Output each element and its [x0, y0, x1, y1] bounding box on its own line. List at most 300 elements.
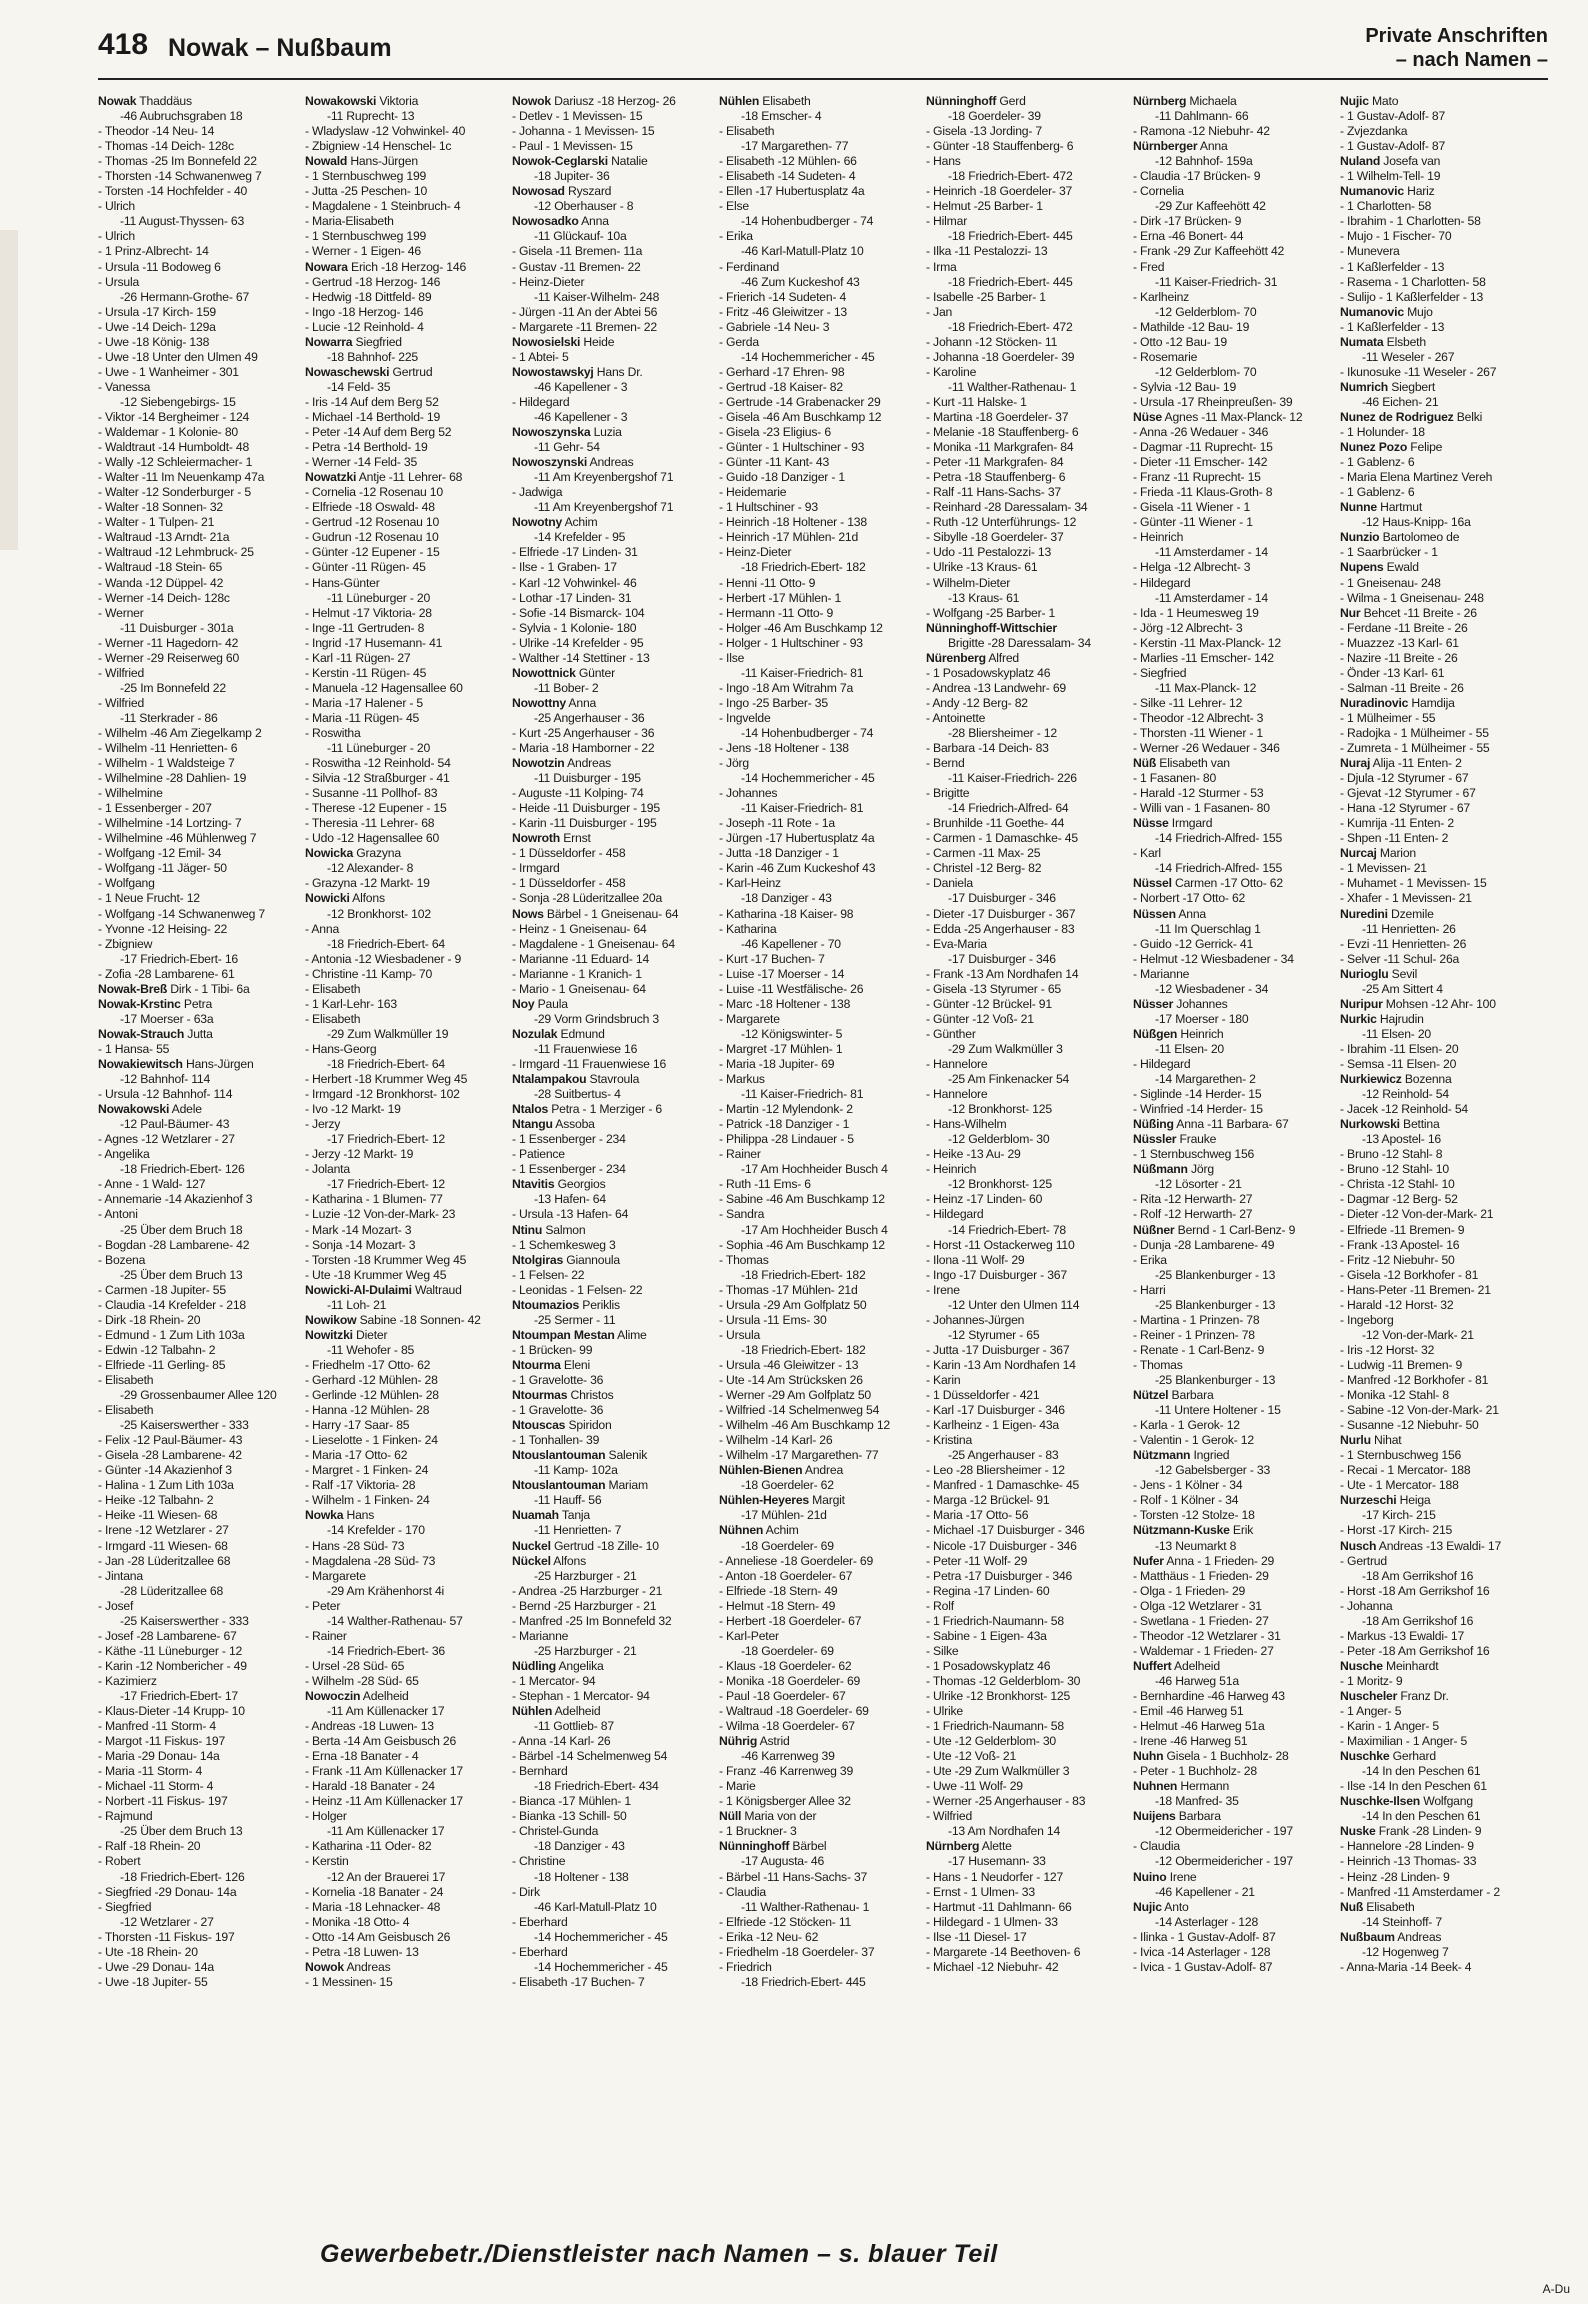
directory-entry: - 1 Gustav-Adolf- 87	[1340, 109, 1446, 124]
directory-entry: -17 Duisburger - 346	[948, 891, 1056, 906]
directory-entry: - Thorsten -11 Wiener - 1	[1133, 725, 1264, 740]
directory-entry: - Irmgard -12 Bronkhorst- 102	[305, 1087, 460, 1102]
directory-entry: - Thomas -17 Mühlen- 21d	[719, 1282, 858, 1297]
directory-entry: - Leonidas - 1 Felsen- 22	[512, 1282, 643, 1297]
directory-entry: - Thorsten -14 Schwanenweg 7	[98, 169, 262, 184]
directory-entry: - Kerstin -11 Max-Planck- 12	[1133, 635, 1281, 650]
directory-entry: - Marlies -11 Emscher- 142	[1133, 650, 1274, 665]
directory-entry: - Dagmar -11 Ruprecht- 15	[1133, 440, 1273, 455]
directory-entry: -11 Henrietten- 26	[1362, 921, 1456, 936]
directory-entry: - Peter -18 Am Gerrikshof 16	[1340, 1643, 1490, 1658]
directory-entry: -12 Königswinter- 5	[741, 1026, 843, 1041]
directory-entry: - Detlev - 1 Mevissen- 15	[512, 109, 643, 124]
directory-entry: -14 Friedrich-Ebert- 36	[327, 1643, 445, 1658]
directory-entry: - Andrea -13 Landwehr- 69	[926, 680, 1066, 695]
directory-entry: Ntouslantouman Salenik	[512, 1448, 648, 1463]
directory-entry: -11 Duisburger - 301a	[120, 620, 234, 635]
directory-entry: -11 Bober- 2	[534, 680, 599, 695]
directory-entry: - Magdalene - 1 Steinbruch- 4	[305, 199, 461, 214]
directory-entry: - Thorsten -11 Fiskus- 197	[98, 1929, 235, 1944]
directory-entry: - Karl -17 Duisburger - 346	[926, 1403, 1065, 1418]
directory-entry: - Elisabeth	[719, 124, 775, 139]
directory-entry: Nuino Irene	[1133, 1869, 1197, 1884]
directory-entry: - Regina -17 Linden- 60	[926, 1583, 1050, 1598]
margin-tab	[0, 230, 18, 550]
directory-entry: - Gisela -11 Bremen- 11a	[512, 244, 643, 259]
directory-entry: - Martina -18 Goerdeler- 37	[926, 409, 1069, 424]
directory-entry: - 1 Gustav-Adolf- 87	[1340, 139, 1446, 154]
directory-entry: - Peter - 1 Buchholz- 28	[1133, 1764, 1257, 1779]
directory-entry: Nowakiewitsch Hans-Jürgen	[98, 1057, 254, 1071]
directory-entry: - Christa -12 Stahl- 10	[1340, 1177, 1455, 1192]
directory-entry: - Erika	[719, 229, 753, 244]
directory-entry: - Ingo -18 Herzog- 146	[305, 304, 424, 319]
directory-entry: - Marianne -11 Eduard- 14	[512, 951, 650, 966]
directory-entry: - Rolf -12 Herwarth- 27	[1133, 1207, 1253, 1222]
directory-entry: - Bianka -13 Schill- 50	[512, 1809, 627, 1824]
directory-entry: Nührig Astrid	[719, 1734, 790, 1749]
directory-entry: - Ilse - 1 Graben- 17	[512, 560, 617, 575]
directory-entry: - Ulrich	[98, 199, 135, 214]
directory-entry: - Ute -29 Zum Walkmüller 3	[926, 1764, 1070, 1779]
directory-entry: - Winfried -14 Herder- 15	[1133, 1102, 1263, 1117]
directory-entry: -18 Manfred- 35	[1155, 1794, 1239, 1809]
directory-entry: - 1 Posadowskyplatz 46	[926, 1658, 1051, 1673]
directory-entry: - Semsa -11 Elsen- 20	[1340, 1057, 1457, 1071]
directory-entry: Nowosielski Heide	[512, 334, 615, 349]
directory-entry: - Rolf - 1 Kölner - 34	[1133, 1493, 1239, 1508]
directory-entry: - Eberhard	[512, 1914, 568, 1929]
directory-entry: -12 Obermeidericher - 197	[1155, 1824, 1293, 1839]
directory-entry: -14 Friedrich-Alfred- 155	[1155, 831, 1283, 846]
directory-entry: Nowicki Alfons	[305, 891, 385, 906]
directory-entry: - 1 Essenberger - 234	[512, 1132, 626, 1147]
directory-entry: - Ferdinand	[719, 259, 780, 274]
directory-entry: - Margarete	[719, 1011, 780, 1026]
directory-entry: -11 Untere Holtener - 15	[1155, 1403, 1281, 1418]
directory-entry: Nuschke-Ilsen Wolfgang	[1340, 1794, 1473, 1809]
directory-entry: - Ramona -12 Niebuhr- 42	[1133, 124, 1270, 139]
directory-entry: - Hildegard	[1133, 1057, 1191, 1071]
directory-entry: - Roswitha	[305, 725, 361, 740]
directory-entry: - Norbert -17 Otto- 62	[1133, 891, 1246, 906]
directory-entry: - Melanie -18 Stauffenberg- 6	[926, 425, 1079, 440]
directory-entry: - Walter -12 Sonderburger - 5	[98, 485, 251, 500]
directory-entry: -12 Obermeidericher - 197	[1155, 1854, 1293, 1869]
directory-entry: - Ingeborg	[1340, 1312, 1394, 1327]
directory-entry: - Reinhard -28 Daressalam- 34	[926, 500, 1088, 515]
directory-entry: Nuhnen Hermann	[1133, 1779, 1230, 1794]
directory-entry: Nußbaum Andreas	[1340, 1929, 1442, 1944]
directory-entry: - Johannes	[719, 786, 778, 801]
directory-entry: - Elisabeth	[305, 981, 361, 996]
directory-entry: Nüse Agnes -11 Max-Planck- 12	[1133, 409, 1303, 424]
directory-entry: - Heidemarie	[719, 485, 787, 500]
directory-entry: - Johann -12 Stöcken- 11	[926, 334, 1058, 349]
directory-entry: Nunzio Bartolomeo de	[1340, 530, 1460, 545]
directory-entry: - 1 Sternbuschweg 156	[1133, 1147, 1255, 1162]
directory-entry: - Josef	[98, 1598, 134, 1613]
directory-entry: -11 Walther-Rathenau- 1	[741, 1899, 870, 1914]
directory-entry: - Karl-Heinz	[719, 876, 781, 891]
directory-entry: Ntinu Salmon	[512, 1222, 586, 1237]
directory-entry: - Holger -46 Am Buschkamp 12	[719, 620, 883, 635]
directory-entry: - Fritz -12 Niebuhr- 50	[1340, 1252, 1455, 1267]
directory-entry: Noy Paula	[512, 996, 568, 1011]
directory-entry: -11 Frauenwiese 16	[534, 1041, 638, 1056]
directory-entry: - 1 Felsen- 22	[512, 1267, 585, 1282]
directory-entry: - Maria-Elisabeth	[305, 214, 394, 229]
directory-entry: - Gisela -23 Eligius- 6	[719, 425, 831, 440]
directory-entry: - Irene -46 Harweg 51	[1133, 1734, 1248, 1749]
directory-entry: - Vanessa	[98, 379, 151, 394]
directory-entry: -12 Unter den Ulmen 114	[948, 1297, 1080, 1312]
directory-entry: -14 Friedrich-Alfred- 155	[1155, 861, 1283, 876]
directory-entry: Nünninghoff Gerd	[926, 94, 1026, 108]
directory-entry: - Paul - 1 Mevissen- 15	[512, 139, 633, 154]
directory-entry: - Rolf	[926, 1598, 954, 1613]
directory-entry: - Hildegard	[512, 394, 570, 409]
directory-entry: -28 Lüderitzallee 68	[120, 1583, 224, 1598]
directory-entry: -12 Bronkhorst- 125	[948, 1102, 1052, 1117]
directory-entry: -11 Am Küllenacker 17	[327, 1824, 445, 1839]
directory-entry: Nünninghoff-Wittschier	[926, 620, 1057, 635]
directory-entry: - Robert	[98, 1854, 141, 1869]
directory-entry: - Gustav -11 Bremen- 22	[512, 259, 641, 274]
directory-entry: Nuradinovic Hamdija	[1340, 695, 1455, 710]
directory-entry: - Dunja -28 Lambarene- 49	[1133, 1237, 1275, 1252]
directory-entry: - Claudia -17 Brücken- 9	[1133, 169, 1261, 184]
directory-entry: - Ivo -12 Markt- 19	[305, 1102, 401, 1117]
directory-entry: Nützmann Ingried	[1133, 1448, 1230, 1463]
directory-entry: -14 Hohenbudberger - 74	[741, 214, 874, 229]
directory-entry: Nurzeschi Heiga	[1340, 1493, 1431, 1508]
directory-entry: - Lucie -12 Reinhold- 4	[305, 319, 424, 334]
directory-entry: - Zumreta - 1 Mülheimer - 55	[1340, 741, 1490, 756]
directory-entry: - Uwe -18 Unter den Ulmen 49	[98, 349, 258, 364]
directory-entry: - Torsten -14 Hochfelder - 40	[98, 184, 248, 199]
directory-entry: -18 Bahnhof- 225	[327, 349, 418, 364]
directory-entry: -14 Krefelder - 95	[534, 530, 626, 545]
directory-entry: - 1 Holunder- 18	[1340, 425, 1425, 440]
directory-entry: - Elisabeth	[98, 1403, 154, 1418]
directory-entry: Ntoumazios Periklis	[512, 1297, 620, 1312]
directory-entry: -25 Im Bonnefeld 22	[120, 680, 226, 695]
directory-entry: - Fritz -46 Gleiwitzer - 13	[719, 304, 848, 319]
directory-entry: - Monika -18 Otto- 4	[305, 1914, 410, 1929]
directory-entry: Nuijens Barbara	[1133, 1809, 1221, 1824]
directory-entry: - Önder -13 Karl- 61	[1340, 665, 1445, 680]
directory-entry: - Maria -17 Halener - 5	[305, 695, 423, 710]
directory-entry: - Peter -11 Wolf- 29	[926, 1553, 1028, 1568]
directory-entry: Nowikow Sabine -18 Sonnen- 42	[305, 1312, 481, 1327]
directory-entry: - Nazire -11 Breite - 26	[1340, 650, 1458, 665]
directory-entry: - Irene	[926, 1282, 960, 1297]
directory-entry: Nowotzin Andreas	[512, 756, 612, 771]
directory-entry: Numanovic Hariz	[1340, 184, 1435, 199]
directory-entry: - Manuela -12 Hagensallee 60	[305, 680, 463, 695]
directory-entry: - Maria -29 Donau- 14a	[98, 1749, 220, 1764]
directory-entry: -11 Im Querschlag 1	[1155, 921, 1261, 936]
directory-entry: - Gerlinde -12 Mühlen- 28	[305, 1388, 439, 1403]
directory-entry: - Zofia -28 Lambarene- 61	[98, 966, 235, 981]
directory-entry: Nuscheler Franz Dr.	[1340, 1688, 1449, 1703]
directory-entry: Nowoszynska Luzia	[512, 425, 622, 440]
directory-entry: - Heike -11 Wiesen- 68	[98, 1508, 218, 1523]
directory-entry: - Angelika	[98, 1147, 150, 1162]
directory-column	[512, 94, 719, 2204]
directory-entry: - Gisela -13 Jording- 7	[926, 124, 1042, 139]
directory-entry: - Hannelore	[926, 1057, 988, 1071]
directory-entry: -11 Duisburger - 195	[534, 771, 641, 786]
directory-entry: - Michael -17 Duisburger - 346	[926, 1523, 1085, 1538]
directory-entry: - Hans-Günter	[305, 575, 380, 590]
directory-entry: - Maria -18 Hamborner - 22	[512, 741, 655, 756]
directory-entry: -18 Goerdeler- 62	[741, 1478, 834, 1493]
directory-entry: - 1 Friedrich-Naumann- 58	[926, 1613, 1064, 1628]
directory-entry: -11 Gottlieb- 87	[534, 1719, 614, 1734]
directory-entry: Ntalampakou Stavroula	[512, 1072, 640, 1087]
directory-entry: - Kerstin -11 Rügen- 45	[305, 665, 427, 680]
directory-entry: - Sulijo - 1 Kaßlerfelder - 13	[1340, 289, 1484, 304]
directory-entry: - Petra -18 Stauffenberg- 6	[926, 470, 1066, 485]
directory-entry: Nüssler Frauke	[1133, 1132, 1217, 1147]
directory-entry: - Andy -12 Berg- 82	[926, 695, 1028, 710]
directory-entry: - Sonja -14 Mozart- 3	[305, 1237, 416, 1252]
directory-entry: - Siegfried	[98, 1899, 152, 1914]
directory-entry: - Helmut -18 Stern- 49	[719, 1598, 836, 1613]
directory-entry: -25 Über dem Bruch 18	[120, 1222, 243, 1237]
directory-entry: - Elisabeth -17 Buchen- 7	[512, 1974, 645, 1989]
directory-entry: Nützmann-Kuske Erik	[1133, 1523, 1254, 1538]
directory-entry: - Susanne -12 Niebuhr- 50	[1340, 1418, 1479, 1433]
directory-entry: - Christine -11 Kamp- 70	[305, 966, 433, 981]
directory-entry: - Herbert -17 Mühlen- 1	[719, 590, 842, 605]
directory-entry: - Bogdan -28 Lambarene- 42	[98, 1237, 250, 1252]
directory-entry: - Wladyslaw -12 Vohwinkel- 40	[305, 124, 466, 139]
directory-entry: - Petra -14 Berthold- 19	[305, 440, 428, 455]
directory-entry: Nowroth Ernst	[512, 831, 591, 846]
directory-entry: - Guido -18 Danziger - 1	[719, 470, 845, 485]
directory-entry: - Karl -12 Vohwinkel- 46	[512, 575, 637, 590]
directory-entry: - Sandra	[719, 1207, 765, 1222]
directory-entry: - 1 Königsberger Allee 32	[719, 1794, 851, 1809]
directory-entry: - Frank -13 Am Nordhafen 14	[926, 966, 1079, 981]
directory-entry: -11 Ruprecht- 13	[327, 109, 415, 124]
directory-entry: - Brunhilde -11 Goethe- 44	[926, 816, 1065, 831]
directory-entry: - 1 Mevissen- 21	[1340, 861, 1427, 876]
directory-entry: -12 Gelderblom- 70	[1155, 304, 1257, 319]
directory-entry: -14 In den Peschen 61	[1362, 1809, 1481, 1824]
directory-entry: - Friedrich	[719, 1959, 772, 1974]
directory-entry: - 1 Wilhelm-Tell- 19	[1340, 169, 1441, 184]
directory-entry: Ntoumpan Mestan Alime	[512, 1327, 647, 1342]
directory-entry: - Maria -18 Lehnacker- 48	[305, 1899, 441, 1914]
directory-entry: -46 Karl-Matull-Platz 10	[534, 1899, 657, 1914]
directory-entry: - Ursula -29 Am Golfplatz 50	[719, 1297, 867, 1312]
directory-entry: Nühlen-Bienen Andrea	[719, 1463, 844, 1478]
directory-entry: - Lieselotte - 1 Finken- 24	[305, 1433, 438, 1448]
directory-entry: - Joseph -11 Rote - 1a	[719, 816, 835, 831]
directory-entry: - Katharina - 1 Blumen- 77	[305, 1192, 443, 1207]
directory-entry: - Gudrun -12 Rosenau 10	[305, 530, 439, 545]
directory-entry: Nowakowski Viktoria	[305, 94, 419, 108]
directory-entry: - Uwe -11 Wolf- 29	[926, 1779, 1023, 1794]
directory-entry: - 1 Gneisenau- 248	[1340, 575, 1441, 590]
directory-entry: - Dieter -12 Von-der-Mark- 21	[1340, 1207, 1494, 1222]
directory-entry: -12 Paul-Bäumer- 43	[120, 1117, 230, 1132]
directory-entry: - Radojka - 1 Mülheimer - 55	[1340, 725, 1489, 740]
directory-entry: Nowosad Ryszard	[512, 184, 612, 199]
directory-entry: - Jerzy	[305, 1117, 341, 1132]
directory-entry: -14 Feld- 35	[327, 379, 391, 394]
directory-entry: Nusch Andreas -13 Ewaldi- 17	[1340, 1538, 1502, 1553]
directory-entry: - Karin -12 Nombericher - 49	[98, 1658, 247, 1673]
directory-entry: - Heinz -11 Am Küllenacker 17	[305, 1794, 463, 1809]
directory-entry: Nützel Barbara	[1133, 1388, 1214, 1403]
directory-entry: - Wilma - 1 Gneisenau- 248	[1340, 590, 1484, 605]
directory-entry: - 1 Essenberger - 207	[98, 801, 212, 816]
directory-entry: -17 Augusta- 46	[741, 1854, 825, 1869]
directory-entry: - Peter -14 Auf dem Berg 52	[305, 425, 452, 440]
directory-entry: - Ingo -17 Duisburger - 367	[926, 1267, 1067, 1282]
directory-entry: - Elfriede -18 Oswald- 48	[305, 500, 435, 515]
directory-entry: Nowicki-Al-Dulaimi Waltraud	[305, 1282, 462, 1297]
directory-entry: -11 Kaiser-Friedrich- 81	[741, 801, 864, 816]
directory-entry: Nurcaj Marion	[1340, 846, 1416, 861]
directory-entry: - Harald -18 Banater - 24	[305, 1779, 435, 1794]
directory-entry: -11 Kamp- 102a	[534, 1463, 618, 1478]
directory-entry: Nuffert Adelheid	[1133, 1658, 1220, 1673]
directory-entry: -11 Dahlmann- 66	[1155, 109, 1249, 124]
directory-entry: - Nicole -17 Duisburger - 346	[926, 1538, 1077, 1553]
directory-entry: - Wally -12 Schleiermacher- 1	[98, 455, 253, 470]
directory-entry: - 1 Friedrich-Naumann- 58	[926, 1719, 1064, 1734]
directory-entry: - Irene -12 Wetzlarer - 27	[98, 1523, 229, 1538]
directory-entry: - Werner -29 Reiserweg 60	[98, 650, 240, 665]
directory-entry: - Bruno -12 Stahl- 10	[1340, 1162, 1449, 1177]
directory-entry: -11 Gehr- 54	[534, 440, 600, 455]
directory-entry: - Josef -28 Lambarene- 67	[98, 1628, 237, 1643]
directory-entry: -46 Kapellener - 3	[534, 409, 628, 424]
directory-entry: - Maria -11 Rügen- 45	[305, 710, 420, 725]
directory-entry: -25 Harzburger - 21	[534, 1568, 637, 1583]
directory-entry: - Günter -11 Kant- 43	[719, 455, 830, 470]
directory-entry: - Jürgen -11 An der Abtei 56	[512, 304, 658, 319]
directory-entry: - Antoinette	[926, 710, 986, 725]
directory-entry: - Ulrike	[926, 1704, 963, 1719]
directory-entry: -13 Kraus- 61	[948, 590, 1020, 605]
directory-entry: - 1 Charlotten- 58	[1340, 199, 1432, 214]
directory-entry: - Inge -11 Gertruden- 8	[305, 620, 425, 635]
directory-entry: - Erna -46 Bonert- 44	[1133, 229, 1244, 244]
directory-entry: -18 Friedrich-Ebert- 182	[741, 560, 866, 575]
directory-entry: - Wanda -12 Düppel- 42	[98, 575, 224, 590]
directory-entry: Ntouscas Spiridon	[512, 1418, 612, 1433]
directory-entry: - Salman -11 Breite - 26	[1340, 680, 1464, 695]
directory-entry: - Fred	[1133, 259, 1165, 274]
directory-entry: - Waltraud -18 Stein- 65	[98, 560, 223, 575]
directory-entry: - Ulrike -14 Krefelder - 95	[512, 635, 644, 650]
directory-entry: - Werner	[98, 605, 144, 620]
section-title-line1: Private Anschriften	[1365, 25, 1548, 47]
directory-entry: - Uwe - 1 Wanheimer - 301	[98, 364, 239, 379]
directory-entry: - 1 Karl-Lehr- 163	[305, 996, 397, 1011]
directory-entry: - Iris -12 Horst- 32	[1340, 1342, 1435, 1357]
directory-entry: - Ingo -18 Am Witrahm 7a	[719, 680, 854, 695]
directory-entry: - Thomas	[719, 1252, 769, 1267]
directory-entry: - 1 Neue Frucht- 12	[98, 891, 200, 906]
directory-entry: - 1 Brücken- 99	[512, 1342, 593, 1357]
directory-entry: - Karin	[926, 1372, 961, 1387]
section-title-line2: – nach Namen –	[1395, 49, 1548, 71]
directory-entry: Nowoczin Adelheid	[305, 1688, 409, 1703]
directory-entry: - Hanna -12 Mühlen- 28	[305, 1403, 430, 1418]
directory-entry: -17 Moerser - 180	[1155, 1011, 1249, 1026]
directory-entry: - Margarete	[305, 1568, 366, 1583]
directory-entry: - Maria -18 Jupiter- 69	[719, 1057, 835, 1071]
directory-entry: -12 Wiesbadener - 34	[1155, 981, 1269, 996]
directory-entry: - Theresia -11 Lehrer- 68	[305, 816, 435, 831]
directory-entry: - Guido -12 Gerrick- 41	[1133, 936, 1254, 951]
directory-entry: - Bozena	[98, 1252, 146, 1267]
directory-entry: - Wilfried	[926, 1809, 973, 1824]
directory-entry: - Günter -11 Rügen- 45	[305, 560, 426, 575]
directory-entry: - Irmgard -11 Wiesen- 68	[98, 1538, 228, 1553]
directory-entry: - Franz -46 Karrenweg 39	[719, 1764, 854, 1779]
directory-entry: -18 Friedrich-Ebert- 472	[948, 319, 1073, 334]
directory-entry: -12 Oberhauser - 8	[534, 199, 634, 214]
directory-entry: - 1 Fasanen- 80	[1133, 771, 1217, 786]
directory-entry: - Siglinde -14 Herder- 15	[1133, 1087, 1262, 1102]
directory-entry: - Karl -11 Rügen- 27	[305, 650, 411, 665]
directory-entry: -17 Mühlen- 21d	[741, 1508, 827, 1523]
directory-entry: - Jens - 1 Kölner - 34	[1133, 1478, 1243, 1493]
directory-entry: - Anna-Maria -14 Beek- 4	[1340, 1959, 1472, 1974]
directory-entry: - Waltraud -12 Lehmbruck- 25	[98, 545, 254, 560]
directory-entry: - Gisela -11 Wiener - 1	[1133, 500, 1251, 515]
directory-entry: - Reiner - 1 Prinzen- 78	[1133, 1327, 1255, 1342]
directory-entry: - Wilfried	[98, 665, 145, 680]
directory-entry: - Patrick -18 Danziger - 1	[719, 1117, 850, 1132]
directory-entry: - Heinrich -13 Thomas- 33	[1340, 1854, 1477, 1869]
directory-entry: - Renate - 1 Carl-Benz- 9	[1133, 1342, 1265, 1357]
directory-column	[719, 94, 926, 2204]
directory-entry: Nujic Mato	[1340, 94, 1399, 108]
directory-entry: Nürenberg Alfred	[926, 650, 1019, 665]
directory-entry: Nows Bärbel - 1 Gneisenau- 64	[512, 906, 679, 921]
directory-entry: -17 Margarethen- 77	[741, 139, 849, 154]
directory-entry: - Rainer	[719, 1147, 761, 1162]
directory-entry: - Klaus-Dieter -14 Krupp- 10	[98, 1704, 245, 1719]
directory-entry: - Waltraud -13 Arndt- 21a	[98, 530, 230, 545]
directory-entry: -12 Bronkhorst- 125	[948, 1177, 1052, 1192]
directory-entry: -25 Sermer - 11	[534, 1312, 616, 1327]
directory-entry: - Ralf -11 Hans-Sachs- 37	[926, 485, 1061, 500]
directory-entry: - Edmund - 1 Zum Lith 103a	[98, 1327, 245, 1342]
directory-entry: -11 Elsen- 20	[1155, 1041, 1224, 1056]
directory-entry: - Helmut -12 Wiesbadener - 34	[1133, 951, 1294, 966]
directory-entry: - Olga - 1 Frieden- 29	[1133, 1583, 1246, 1598]
directory-entry: - Ursula -12 Bahnhof- 114	[98, 1087, 233, 1102]
directory-entry: -28 Suitbertus- 4	[534, 1087, 621, 1102]
directory-entry: - Hedwig -18 Dittfeld- 89	[305, 289, 432, 304]
directory-entry: -46 Kapellener - 3	[534, 379, 628, 394]
directory-entry: - Sabine -12 Von-der-Mark- 21	[1340, 1403, 1499, 1418]
directory-entry: - Annemarie -14 Akazienhof 3	[98, 1192, 253, 1207]
directory-entry: Nowaschewski Gertrud	[305, 364, 433, 379]
directory-entry: - Ibrahim -11 Elsen- 20	[1340, 1041, 1459, 1056]
